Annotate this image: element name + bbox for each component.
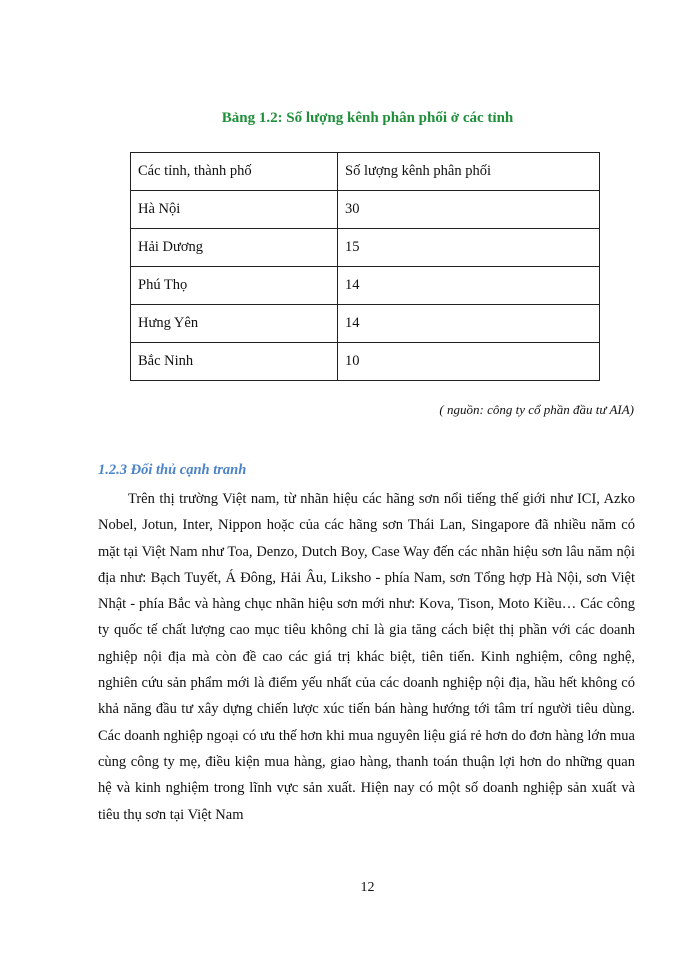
- province-cell: Hà Nội: [131, 191, 338, 229]
- count-cell: 10: [338, 343, 600, 381]
- table-header-row: [131, 153, 600, 191]
- table-row: [131, 305, 600, 343]
- province-cell: Phú Thọ: [131, 267, 338, 305]
- count-cell: 14: [338, 305, 600, 343]
- table-row: [131, 343, 600, 381]
- distribution-channels-table: [130, 152, 600, 381]
- count-cell: 15: [338, 229, 600, 267]
- province-cell: Hưng Yên: [131, 305, 338, 343]
- province-cell: Bắc Ninh: [131, 343, 338, 381]
- table-row: [131, 229, 600, 267]
- province-cell: Hải Dương: [131, 229, 338, 267]
- header-channel-count: Số lượng kênh phân phối: [338, 153, 600, 191]
- page-number: 12: [360, 880, 375, 895]
- section-heading: 1.2.3 Đối thủ cạnh tranh: [98, 462, 247, 478]
- body-paragraph: Trên thị trường Việt nam, từ nhãn hiệu các hãng sơn nổi tiếng thế giới như ICI, Azko Nobel, Jotun, Inter, Nippon hoặc của các hãng sơn Thái Lan, Singapore đã nhiều năm có mặt tại Việt Nam như Toa, Denzo, Dutch Boy, Case Way đến các nhãn hiệu sơn lâu năm nội địa như: Bạch Tuyết, Á Đông, Hải Âu, Liksho - phía Nam, sơn Tổng hợp Hà Nội, sơn Việt Nhật - phía Bắc và hàng chục nhãn hiệu sơn mới như: Kova, Tison, Moto Kiều… Các công ty quốc tế chất lượng cao mục tiêu không chỉ là gia tăng cách biệt thị phần với các doanh nghiệp nội địa mà còn đề cao các giá trị khác biệt, tiên tiến. Kinh nghiệm, công nghệ, nghiên cứu sản phẩm mới là điểm yếu nhất của các doanh nghiệp nội địa, hầu hết không có khả năng đầu tư xây dựng chiến lược xúc tiến bán hàng hướng tới tâm trí người tiêu dùng. Các doanh nghiệp ngoại có ưu thế hơn khi mua nguyên liệu giá rẻ hơn do đơn hàng lớn mua cùng công ty mẹ, điều kiện mua hàng, giao hàng, thanh toán thuận lợi hơn do những quan hệ và kinh nghiệm trong lĩnh vực sản xuất. Hiện nay có một số doanh nghiệp sản xuất và tiêu thụ sơn tại Việt Nam: [98, 491, 635, 823]
- header-province: Các tỉnh, thành phố: [131, 153, 338, 191]
- count-cell: 30: [338, 191, 600, 229]
- table-row: [131, 191, 600, 229]
- table-row: [131, 267, 600, 305]
- count-cell: 14: [338, 267, 600, 305]
- table-source-note: ( nguồn: công ty cổ phần đầu tư AIA): [439, 402, 634, 417]
- table-caption: Bảng 1.2: Số lượng kênh phân phối ở các tỉnh: [221, 110, 514, 126]
